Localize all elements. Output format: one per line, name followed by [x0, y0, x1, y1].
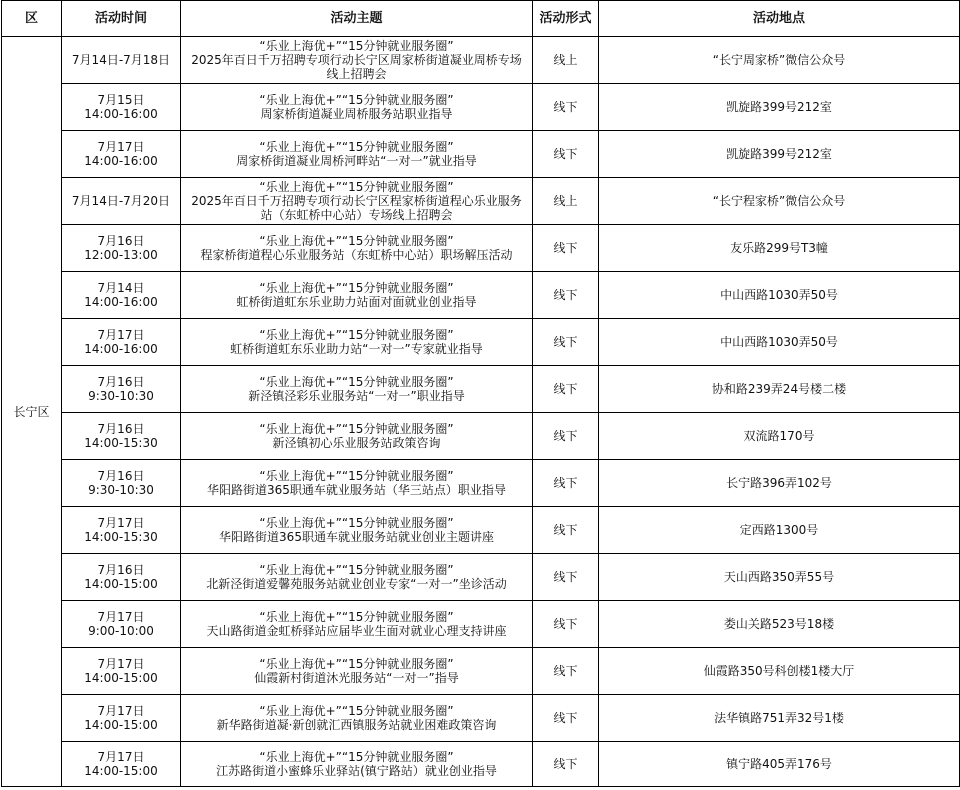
table-row	[2, 648, 960, 695]
topic-cell	[181, 366, 533, 413]
time-cell	[62, 366, 181, 413]
topic-line: “乐业上海优+”“15分钟就业服务圈”	[259, 657, 454, 671]
topic-line: 新泾镇泾彩乐业服务站“一对一”职业指导	[248, 389, 465, 403]
time-cell	[62, 131, 181, 178]
topic-cell	[181, 554, 533, 601]
place-cell: 协和路239弄24号楼二楼	[599, 366, 960, 413]
header-time: 活动时间	[62, 1, 181, 37]
topic-cell	[181, 272, 533, 319]
place-cell: 仙霞路350号科创楼1楼大厅	[599, 648, 960, 695]
time-cell	[62, 460, 181, 507]
activity-time: 14:00-15:00	[84, 764, 158, 778]
place-cell: 法华镇路751弄32号1楼	[599, 695, 960, 742]
activity-date: 7月16日	[97, 375, 145, 389]
time-cell	[62, 507, 181, 554]
time-cell	[62, 319, 181, 366]
place-cell: 娄山关路523号18楼	[599, 601, 960, 648]
table-body	[2, 37, 960, 787]
topic-line: 华阳路街道365职通车就业服务站（华三站点）职业指导	[207, 483, 506, 497]
activity-date: 7月17日	[97, 516, 145, 530]
time-cell	[62, 84, 181, 131]
place-cell: 长宁路396弄102号	[599, 460, 960, 507]
topic-cell	[181, 84, 533, 131]
topic-line: 虹桥街道虹东乐业助力站面对面就业创业指导	[236, 295, 477, 309]
form-cell: 线下	[533, 413, 599, 460]
topic-line: “乐业上海优+”“15分钟就业服务圈”	[259, 375, 454, 389]
form-cell: 线下	[533, 319, 599, 366]
table-row	[2, 131, 960, 178]
activity-time: 14:00-16:00	[84, 295, 158, 309]
activity-date: 7月14日-7月20日	[71, 194, 171, 208]
table-row	[2, 507, 960, 554]
topic-line: “乐业上海优+”“15分钟就业服务圈”	[259, 328, 454, 342]
activity-time: 14:00-15:30	[84, 436, 158, 450]
topic-line: 程家桥街道程心乐业服务站（东虹桥中心站）职场解压活动	[200, 248, 513, 262]
topic-cell	[181, 507, 533, 554]
activity-time: 9:30-10:30	[88, 389, 154, 403]
topic-cell	[181, 225, 533, 272]
topic-line: “乐业上海优+”“15分钟就业服务圈”	[259, 39, 454, 53]
topic-line: “乐业上海优+”“15分钟就业服务圈”	[259, 93, 454, 107]
header-topic: 活动主题	[181, 1, 533, 37]
topic-line: “乐业上海优+”“15分钟就业服务圈”	[259, 140, 454, 154]
place-cell: 凯旋路399号212室	[599, 84, 960, 131]
activity-time: 14:00-15:00	[84, 577, 158, 591]
topic-cell	[181, 648, 533, 695]
form-cell: 线下	[533, 225, 599, 272]
header-row	[2, 1, 960, 37]
time-cell	[62, 554, 181, 601]
activity-date: 7月17日	[97, 610, 145, 624]
place-cell: 双流路170号	[599, 413, 960, 460]
place-cell: “长宁程家桥”微信公众号	[599, 178, 960, 225]
topic-line: 2025年百日千万招聘专项行动长宁区程家桥街道程心乐业服务	[191, 194, 522, 208]
activity-date: 7月14日	[97, 281, 145, 295]
table-row	[2, 84, 960, 131]
form-cell: 线下	[533, 648, 599, 695]
place-cell: 镇宁路405弄176号	[599, 742, 960, 787]
topic-line: “乐业上海优+”“15分钟就业服务圈”	[259, 704, 454, 718]
place-cell: 定西路1300号	[599, 507, 960, 554]
activity-time: 12:00-13:00	[84, 248, 158, 262]
activity-date: 7月16日	[97, 422, 145, 436]
table-row	[2, 601, 960, 648]
form-cell: 线下	[533, 84, 599, 131]
header-district: 区	[2, 1, 62, 37]
activity-date: 7月17日	[97, 328, 145, 342]
form-cell: 线上	[533, 178, 599, 225]
time-cell	[62, 272, 181, 319]
activity-time: 14:00-15:00	[84, 718, 158, 732]
topic-line: “乐业上海优+”“15分钟就业服务圈”	[259, 234, 454, 248]
topic-line: “乐业上海优+”“15分钟就业服务圈”	[259, 469, 454, 483]
topic-line: 华阳路街道365职通车就业服务站就业创业主题讲座	[219, 530, 494, 544]
table-row	[2, 366, 960, 413]
topic-line: “乐业上海优+”“15分钟就业服务圈”	[259, 563, 454, 577]
table-row	[2, 272, 960, 319]
time-cell	[62, 695, 181, 742]
table-row	[2, 554, 960, 601]
topic-line: “乐业上海优+”“15分钟就业服务圈”	[259, 180, 454, 194]
topic-line: “乐业上海优+”“15分钟就业服务圈”	[259, 750, 454, 764]
activity-time: 14:00-15:00	[84, 671, 158, 685]
header-form: 活动形式	[533, 1, 599, 37]
table-row	[2, 319, 960, 366]
activity-date: 7月17日	[97, 657, 145, 671]
activity-date: 7月17日	[97, 140, 145, 154]
activity-date: 7月17日	[97, 704, 145, 718]
place-cell: 中山西路1030弄50号	[599, 319, 960, 366]
topic-line: “乐业上海优+”“15分钟就业服务圈”	[259, 610, 454, 624]
form-cell: 线下	[533, 366, 599, 413]
place-cell: 凯旋路399号212室	[599, 131, 960, 178]
topic-line: 江苏路街道小蜜蜂乐业驿站(镇宁路站）就业创业指导	[216, 764, 497, 778]
topic-line: 线上招聘会	[326, 67, 387, 81]
activity-time: 9:00-10:00	[88, 624, 154, 638]
form-cell: 线下	[533, 460, 599, 507]
topic-cell	[181, 37, 533, 84]
topic-line: 新华路街道凝·新创就汇西镇服务站就业困难政策咨询	[216, 718, 497, 732]
topic-line: 虹桥街道虹东乐业助力站“一对一”专家就业指导	[230, 342, 483, 356]
activity-date: 7月17日	[97, 750, 145, 764]
activity-table	[1, 0, 960, 787]
table-row	[2, 37, 960, 84]
form-cell: 线下	[533, 742, 599, 787]
district-cell: 长宁区	[2, 37, 62, 787]
form-cell: 线上	[533, 37, 599, 84]
time-cell	[62, 225, 181, 272]
activity-time: 14:00-16:00	[84, 154, 158, 168]
place-cell: “长宁周家桥”微信公众号	[599, 37, 960, 84]
topic-line: 新泾镇初心乐业服务站政策咨询	[272, 436, 441, 450]
table-row	[2, 742, 960, 787]
time-cell	[62, 413, 181, 460]
time-cell	[62, 742, 181, 787]
time-cell	[62, 178, 181, 225]
form-cell: 线下	[533, 695, 599, 742]
topic-cell	[181, 319, 533, 366]
time-cell	[62, 37, 181, 84]
table-row	[2, 460, 960, 507]
topic-line: 周家桥街道凝业周桥河畔站“一对一”就业指导	[236, 154, 477, 168]
topic-line: 周家桥街道凝业周桥服务站职业指导	[260, 107, 453, 121]
topic-line: 站（东虹桥中心站）专场线上招聘会	[260, 208, 453, 222]
form-cell: 线下	[533, 554, 599, 601]
activity-time: 14:00-16:00	[84, 342, 158, 356]
form-cell: 线下	[533, 272, 599, 319]
topic-line: “乐业上海优+”“15分钟就业服务圈”	[259, 516, 454, 530]
place-cell: 友乐路299号T3幢	[599, 225, 960, 272]
table-row	[2, 695, 960, 742]
activity-time: 9:30-10:30	[88, 483, 154, 497]
activity-time: 14:00-15:30	[84, 530, 158, 544]
activity-date: 7月15日	[97, 93, 145, 107]
topic-cell	[181, 131, 533, 178]
topic-line: 2025年百日千万招聘专项行动长宁区周家桥街道凝业周桥专场	[191, 53, 522, 67]
time-cell	[62, 601, 181, 648]
activity-date: 7月14日-7月18日	[71, 53, 171, 67]
place-cell: 天山西路350弄55号	[599, 554, 960, 601]
topic-cell	[181, 742, 533, 787]
header-place: 活动地点	[599, 1, 960, 37]
table-row	[2, 178, 960, 225]
topic-line: 仙霞新村街道沐光服务站“一对一”指导	[254, 671, 459, 685]
activity-date: 7月16日	[97, 563, 145, 577]
topic-cell	[181, 178, 533, 225]
form-cell: 线下	[533, 601, 599, 648]
activity-date: 7月16日	[97, 234, 145, 248]
topic-cell	[181, 413, 533, 460]
activity-date: 7月16日	[97, 469, 145, 483]
place-cell: 中山西路1030弄50号	[599, 272, 960, 319]
topic-line: “乐业上海优+”“15分钟就业服务圈”	[259, 422, 454, 436]
topic-line: “乐业上海优+”“15分钟就业服务圈”	[259, 281, 454, 295]
topic-cell	[181, 460, 533, 507]
topic-cell	[181, 601, 533, 648]
table-row	[2, 225, 960, 272]
form-cell: 线下	[533, 131, 599, 178]
topic-line: 北新泾街道爱馨苑服务站就业创业专家“一对一”坐诊活动	[206, 577, 507, 591]
topic-cell	[181, 695, 533, 742]
activity-time: 14:00-16:00	[84, 107, 158, 121]
table-row	[2, 413, 960, 460]
topic-line: 天山路街道金虹桥驿站应届毕业生面对就业心理支持讲座	[206, 624, 507, 638]
form-cell: 线下	[533, 507, 599, 554]
time-cell	[62, 648, 181, 695]
